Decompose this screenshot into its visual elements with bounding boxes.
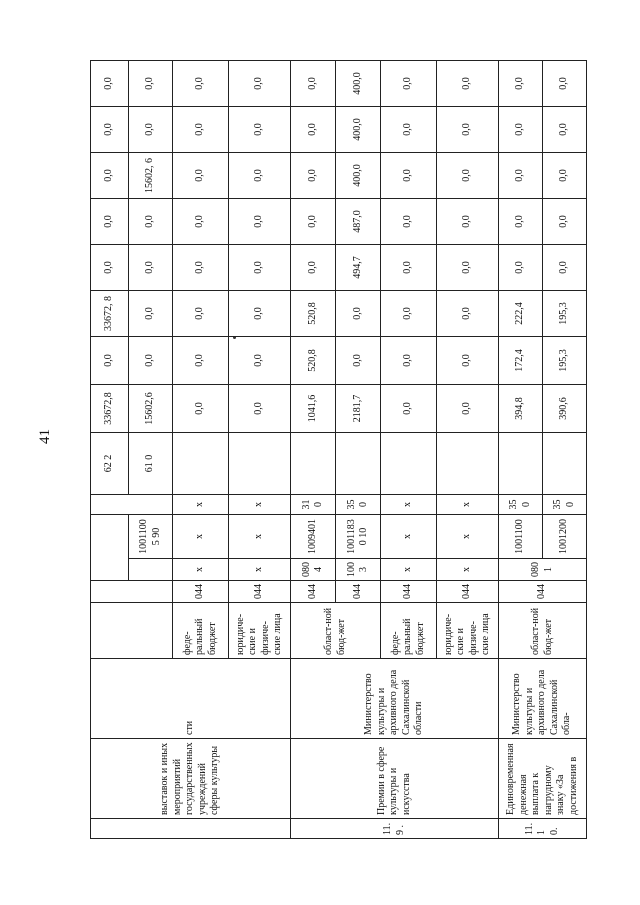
value-cell: 0,0 (381, 153, 437, 199)
code-cell (543, 433, 587, 495)
value-cell: 0,0 (91, 199, 129, 245)
value-cell: 172,4 (499, 337, 543, 385)
code-cell: x (381, 495, 437, 515)
code-cell: 31 0 (291, 495, 336, 515)
value-cell: 15602,6 (129, 385, 173, 433)
value-cell: 0,0 (381, 385, 437, 433)
value-cell: 0,0 (291, 153, 336, 199)
value-cell: 0,0 (543, 61, 587, 107)
row-name: Единовременная денежная выплата к нагрудному знаку «За достижения в (499, 739, 587, 819)
row-number: 11.1 0. (499, 819, 587, 839)
row-number: 11.9 . (291, 819, 499, 839)
value-cell: 494,7 (336, 245, 381, 291)
code-cell: 10011830 10 (336, 515, 381, 559)
code-cell: x (437, 559, 499, 581)
code-cell: x (437, 515, 499, 559)
code-cell: 1001200 (543, 515, 587, 559)
value-cell: 0,0 (173, 153, 229, 199)
value-cell: 0,0 (229, 337, 291, 385)
value-cell: 0,0 (173, 291, 229, 337)
value-cell: 0,0 (173, 199, 229, 245)
value-cell: 487,0 (336, 199, 381, 245)
code-cell (499, 433, 543, 495)
value-cell: 0,0 (129, 245, 173, 291)
code-cell (336, 433, 381, 495)
value-cell: 2181,7 (336, 385, 381, 433)
value-cell: 33672,8 (91, 385, 129, 433)
value-cell: 0,0 (336, 291, 381, 337)
value-cell: 0,0 (229, 291, 291, 337)
value-cell: 0,0 (381, 291, 437, 337)
page-number: 41 (37, 429, 53, 444)
value-cell: 0,0 (291, 245, 336, 291)
code-cell: x (173, 495, 229, 515)
value-cell: 0,0 (499, 199, 543, 245)
code-cell: x (173, 515, 229, 559)
value-cell: 0,0 (381, 107, 437, 153)
value-cell: 0,0 (91, 337, 129, 385)
value-cell: 0,0 (91, 153, 129, 199)
row-name: Премии в сфере культуры и искусства (291, 739, 499, 819)
code-cell: 1009401 (291, 515, 336, 559)
code-cell: 35 0 (499, 495, 543, 515)
value-cell: 0,0 (336, 337, 381, 385)
value-cell: 0,0 (437, 291, 499, 337)
value-cell: 0,0 (229, 61, 291, 107)
code-cell (173, 433, 229, 495)
code-cell: 044 (499, 581, 587, 603)
code-cell: 044 (381, 581, 437, 603)
table-row (291, 61, 336, 839)
value-cell: 400,0 (336, 61, 381, 107)
value-cell: 0,0 (129, 291, 173, 337)
source-cell: феде-ральный бюджет (173, 603, 229, 659)
value-cell: 400,0 (336, 153, 381, 199)
code-cell (381, 433, 437, 495)
code-cell: x (173, 559, 229, 581)
value-cell: 0,0 (91, 245, 129, 291)
value-cell: 0,0 (543, 245, 587, 291)
value-cell: 195,3 (543, 337, 587, 385)
value-cell: 0,0 (129, 199, 173, 245)
code-cell: 044 (336, 581, 381, 603)
value-cell: 0,0 (229, 245, 291, 291)
value-cell: 0,0 (291, 107, 336, 153)
value-cell: 222,4 (499, 291, 543, 337)
code-cell: x (381, 559, 437, 581)
code-cell (91, 495, 173, 515)
source-cell: феде-ральный бюджет (381, 603, 437, 659)
cont-responsible-cell: сти (91, 659, 291, 739)
value-cell: 400,0 (336, 107, 381, 153)
code-cell: 080 1 (499, 559, 587, 581)
value-cell: 15602, 6 (129, 153, 173, 199)
code-cell: 044 (173, 581, 229, 603)
value-cell: 0,0 (499, 61, 543, 107)
value-cell: 0,0 (91, 107, 129, 153)
code-cell: 62 2 (91, 433, 129, 495)
value-cell: 0,0 (543, 107, 587, 153)
value-cell: 0,0 (437, 107, 499, 153)
code-cell (129, 559, 173, 581)
value-cell: 0,0 (499, 245, 543, 291)
code-cell: 61 0 (129, 433, 173, 495)
value-cell: 33672, 8 (91, 291, 129, 337)
value-cell: 520,8 (291, 291, 336, 337)
value-cell: 0,0 (129, 61, 173, 107)
value-cell: 0,0 (229, 153, 291, 199)
source-cell: юридиче-ские и физиче-ские лица (437, 603, 499, 659)
source-cell: област-ной бюд-жет (291, 603, 381, 659)
rotated-table-wrapper (90, 61, 590, 839)
code-cell: 044 (229, 581, 291, 603)
value-cell: 0,0 (437, 61, 499, 107)
value-cell: 0,0 (381, 245, 437, 291)
code-cell (291, 433, 336, 495)
value-cell: 0,0 (543, 153, 587, 199)
code-cell: 35 0 (543, 495, 587, 515)
value-cell: 0,0 (291, 199, 336, 245)
value-cell: 0,0 (91, 61, 129, 107)
source-cell: област-ной бюд-жет (499, 603, 587, 659)
value-cell: 0,0 (229, 107, 291, 153)
value-cell: 0,0 (437, 153, 499, 199)
code-cell: x (437, 495, 499, 515)
code-cell: x (381, 515, 437, 559)
value-cell: 0,0 (173, 107, 229, 153)
code-cell (91, 581, 173, 603)
code-cell: x (229, 495, 291, 515)
code-cell: 100 3 (336, 559, 381, 581)
value-cell: 0,0 (543, 199, 587, 245)
value-cell: 0,0 (437, 385, 499, 433)
row-responsible: Министерство культуры и архивного дела Сахалинской области (291, 659, 499, 739)
code-cell (229, 433, 291, 495)
code-cell: x (229, 515, 291, 559)
value-cell: 0,0 (437, 199, 499, 245)
cont-num-cell (91, 819, 291, 839)
value-cell: 1041,6 (291, 385, 336, 433)
value-cell: 0,0 (229, 199, 291, 245)
value-cell: 195,3 (543, 291, 587, 337)
value-cell: 0,0 (381, 199, 437, 245)
cont-name-cell: выставок и иных мероприятий государственных учреждений сферы культуры (91, 739, 291, 819)
value-cell: 390,6 (543, 385, 587, 433)
table-row (91, 61, 129, 839)
code-cell: 044 (437, 581, 499, 603)
value-cell: 0,0 (173, 245, 229, 291)
value-cell: 520,8 (291, 337, 336, 385)
value-cell: 0,0 (229, 385, 291, 433)
value-cell: 0,0 (129, 337, 173, 385)
code-cell (91, 515, 129, 581)
code-cell (437, 433, 499, 495)
value-cell: 0,0 (173, 61, 229, 107)
value-cell: 0,0 (291, 61, 336, 107)
value-cell: 0,0 (381, 337, 437, 385)
value-cell: 0,0 (173, 337, 229, 385)
source-cell: юридиче-ские и физиче-ские лица (229, 603, 291, 659)
code-cell: 35 0 (336, 495, 381, 515)
code-cell: 080 4 (291, 559, 336, 581)
value-cell: 0,0 (129, 107, 173, 153)
code-cell: 1001100 (499, 515, 543, 559)
value-cell: 0,0 (437, 245, 499, 291)
code-cell: 10011005 90 (129, 515, 173, 559)
table-row (499, 61, 543, 839)
row-responsible: Министерство культуры и архивного дела Сахалинской обла- (499, 659, 587, 739)
code-cell: x (229, 559, 291, 581)
value-cell: 394,8 (499, 385, 543, 433)
value-cell: 0,0 (381, 61, 437, 107)
value-cell: 0,0 (437, 337, 499, 385)
value-cell: 0,0 (173, 385, 229, 433)
code-cell: 044 (291, 581, 336, 603)
value-cell: 0,0 (499, 107, 543, 153)
budget-table (90, 60, 587, 839)
value-cell: 0,0 (499, 153, 543, 199)
source-cell (91, 603, 173, 659)
